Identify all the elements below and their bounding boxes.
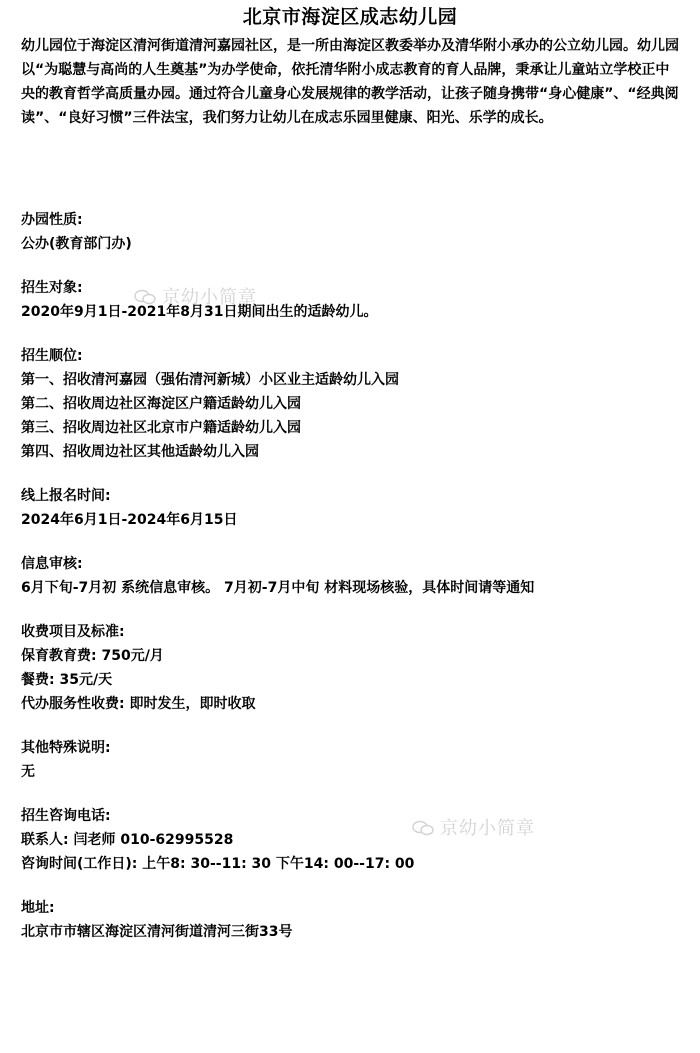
section-order bbox=[21, 344, 681, 464]
section-online-registration bbox=[21, 484, 681, 532]
page-title: 北京市海淀区成志幼儿园 bbox=[242, 6, 458, 28]
section-nature bbox=[21, 208, 681, 256]
wechat-logo-icon bbox=[412, 820, 434, 836]
watermark bbox=[134, 283, 257, 309]
order-label: 招生顺位: bbox=[21, 348, 83, 364]
section-other bbox=[21, 736, 681, 784]
online-value: 2024年6月1日-2024年6月15日 bbox=[21, 512, 238, 528]
fee-item: 保育教育费: 750元/月 bbox=[21, 648, 164, 664]
online-label: 线上报名时间: bbox=[21, 488, 111, 504]
watermark bbox=[412, 814, 535, 840]
contact-person: 联系人: 闫老师 010-62995528 bbox=[21, 832, 234, 848]
section-address bbox=[21, 896, 681, 944]
order-item: 第一、招收清河嘉园（强佑清河新城）小区业主适龄幼儿入园 bbox=[21, 372, 399, 388]
other-label: 其他特殊说明: bbox=[21, 740, 111, 756]
intro-paragraph: 幼儿园位于海淀区清河街道清河嘉园社区，是一所由海淀区教委举办及清华附小承办的公立幼儿园。幼儿园以“为聪慧与高尚的人生奠基”为办学使命，依托清华附小成志教育的育人品牌，秉承让儿童站立学校正中央的教育哲学高质量办园。通过符合儿童身心发展规律的教学活动，让孩子随身携带“身心健康”、“经典阅读”、“良好习惯”三件法宝，我们努力让幼儿在成志乐园里健康、阳光、乐学的成长。 bbox=[21, 38, 679, 126]
watermark-text: 京幼小简章 bbox=[440, 818, 535, 839]
section-fees bbox=[21, 620, 681, 716]
review-value: 6月下旬-7月初 系统信息审核。 7月初-7月中旬 材料现场核验，具体时间请等通知 bbox=[21, 580, 535, 596]
order-item: 第三、招收周边社区北京市户籍适龄幼儿入园 bbox=[21, 420, 301, 436]
nature-label: 办园性质: bbox=[21, 212, 83, 228]
review-label: 信息审核: bbox=[21, 556, 83, 572]
nature-value: 公办(教育部门办) bbox=[21, 236, 132, 252]
target-value: 2020年9月1日-2021年8月31日期间出生的适龄幼儿。 bbox=[21, 304, 378, 320]
wechat-logo-icon bbox=[134, 289, 156, 305]
fee-item: 餐费: 35元/天 bbox=[21, 672, 113, 688]
contact-label: 招生咨询电话: bbox=[21, 808, 111, 824]
contact-hours: 咨询时间(工作日): 上午8: 30--11: 30 下午14: 00--17: 00 bbox=[21, 856, 415, 872]
section-target bbox=[21, 276, 681, 324]
other-value: 无 bbox=[21, 764, 35, 780]
target-label: 招生对象: bbox=[21, 280, 83, 296]
section-contact bbox=[21, 804, 681, 876]
watermark-text: 京幼小简章 bbox=[162, 287, 257, 308]
order-item: 第二、招收周边社区海淀区户籍适龄幼儿入园 bbox=[21, 396, 301, 412]
address-value: 北京市市辖区海淀区清河街道清河三街33号 bbox=[21, 924, 293, 940]
section-review bbox=[21, 552, 681, 600]
order-item: 第四、招收周边社区其他适龄幼儿入园 bbox=[21, 444, 259, 460]
address-label: 地址: bbox=[21, 900, 55, 916]
fee-item: 代办服务性收费: 即时发生，即时收取 bbox=[21, 696, 256, 712]
fees-label: 收费项目及标准: bbox=[21, 624, 125, 640]
